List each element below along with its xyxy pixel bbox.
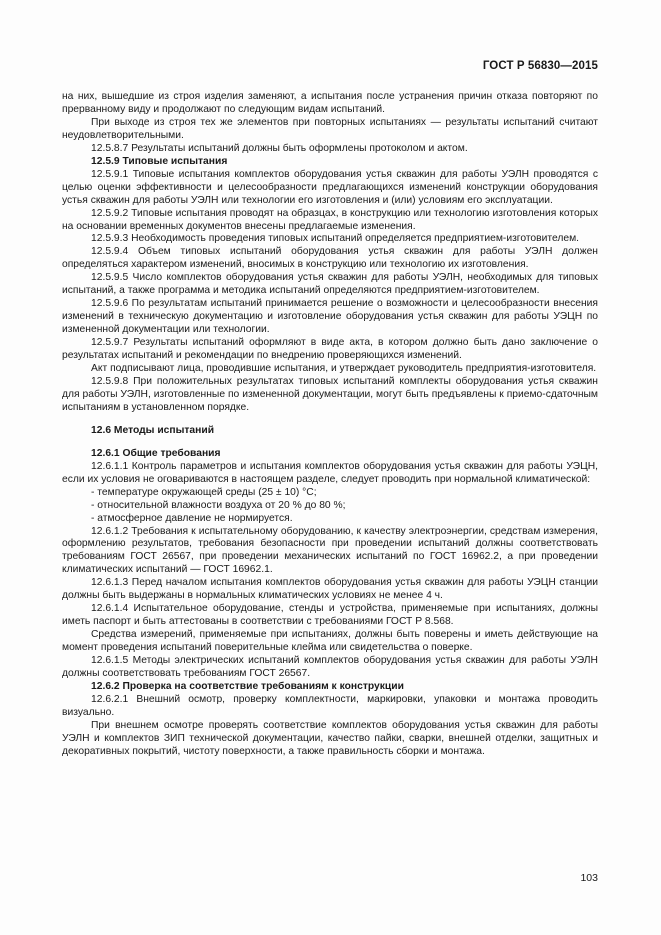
paragraph: Средства измерений, применяемые при испытаниях, должны быть поверены и иметь действующие на момент проведения испытаний поверительные клейма или свидетельства о поверке. xyxy=(62,629,598,654)
list-item: - температуре окружающей среды (25 ± 10) °C; xyxy=(91,486,317,498)
paragraph: 12.5.9.7 Результаты испытаний оформляют в виде акта, в котором должно быть дано заключение о результатах испытаний и рекомендации по внедрению проверяющихся изменений. xyxy=(62,337,598,362)
list-item: - атмосферное давление не нормируется. xyxy=(91,512,293,524)
paragraph: Акт подписывают лица, проводившие испытания, и утверждает руководитель предприятия-изготовителя. xyxy=(91,363,597,375)
paragraph: 12.5.9.5 Число комплектов оборудования устья скважин для работы УЭЛН, необходимых для типовых испытаний, а также программа и методика испытаний определяются предприятием-изготовителем. xyxy=(62,272,598,297)
paragraph: 12.5.9.1 Типовые испытания комплектов оборудования устья скважин для работы УЭЛН проводятся с целью оценки эффективности и целесообразности предлагающихся изменений конструкции оборудования устья скважин для работы УЭЛН или технологии его изготовления и (или) условиям его эксплуатации. xyxy=(62,168,598,206)
list-item: - относительной влажности воздуха от 20 % до 80 %; xyxy=(91,499,346,511)
paragraph: 12.6.1.5 Методы электрических испытаний комплектов оборудования устья скважин для работы УЭЛН должны соответствовать требованиям ГОСТ 26567. xyxy=(62,655,598,679)
paragraph: 12.6.2.1 Внешний осмотр, проверку комплектности, маркировки, упаковки и монтажа проводить визуально. xyxy=(62,693,598,718)
paragraph: 12.5.9.8 При положительных результатах типовых испытаний комплекты оборудования устья скважин для работы УЭЛН, изготовленные по измененной документации, могут быть предъявлены к приемо-сдаточным испытаниям в установленном порядке. xyxy=(62,375,598,413)
paragraph: 12.5.9.4 Объем типовых испытаний оборудования устья скважин для работы УЭЛН должен определяться характером изменений, вносимых в конструкцию или технологию их изготовления. xyxy=(62,246,598,271)
paragraph: 12.5.9.6 По результатам испытаний принимается решение о возможности и целесообразности внесения изменений в техническую документацию и изготовление оборудования устья скважин для работы УЭЦН по измененной документации или технологии. xyxy=(62,298,598,336)
paragraph: 12.5.9.3 Необходимость проведения типовых испытаний определяется предприятием-изготовителем. xyxy=(91,233,580,245)
subsection-heading: 12.6.1 Общие требования xyxy=(91,447,221,459)
subsection-heading: 12.6.2 Проверка на соответствие требованиям к конструкции xyxy=(91,680,404,692)
paragraph: При выходе из строя тех же элементов при повторных испытаниях — результаты испытаний считают неудовлетворительными. xyxy=(62,116,598,141)
document-number-header: ГОСТ Р 56830—2015 xyxy=(482,60,598,72)
paragraph: 12.5.9.2 Типовые испытания проводят на образцах, в конструкцию или технологию изготовления которых на основании временных документов внесены предлагаемые изменения. xyxy=(62,207,598,232)
paragraph: 12.6.1.1 Контроль параметров и испытания комплектов оборудования устья скважин для работы УЭЦН, если их условия не оговариваются в настоящем разделе, следует проводить при нормальной климатической: xyxy=(62,460,598,485)
paragraph: При внешнем осмотре проверять соответствие комплектов оборудования устья скважин для работы УЭЛН и комплектов ЗИП технической документации, качество пайки, сварки, внешней отделки, защитных и декоративных покрытий, чистоту поверхности, а также правильность сборки и монтажа. xyxy=(62,719,598,757)
section-heading: 12.6 Методы испытаний xyxy=(91,424,215,436)
paragraph: 12.5.8.7 Результаты испытаний должны быть оформлены протоколом и актом. xyxy=(91,142,468,154)
paragraph: 12.6.1.3 Перед началом испытания комплектов оборудования устья скважин для работы УЭЦН станции должны быть выдержаны в нормальных климатических условиях не менее 4 ч. xyxy=(62,577,598,602)
page-number: 103 xyxy=(580,872,598,884)
paragraph: на них, вышедшие из строя изделия заменяют, а испытания после устранения причин отказа повторяют по прерванному виду и продолжают по следующим видам испытаний. xyxy=(62,91,598,115)
paragraph: 12.6.1.4 Испытательное оборудование, стенды и устройства, применяемые при испытаниях, должны иметь паспорт и быть аттестованы в соответствии с требованиями ГОСТ Р 8.568. xyxy=(62,603,598,628)
section-heading: 12.5.9 Типовые испытания xyxy=(91,155,228,167)
paragraph: 12.6.1.2 Требования к испытательному оборудованию, к качеству электроэнергии, средствам измерения, оформлению результатов, требования безопасности при проведении испытаний должны соответствовать требованиям ГОСТ 26567, при проведении механических испытаний по ГОСТ 16962.2, а при проведении климатических испытаний — ГОСТ 16962.1. xyxy=(62,525,598,576)
document-body xyxy=(62,91,598,759)
